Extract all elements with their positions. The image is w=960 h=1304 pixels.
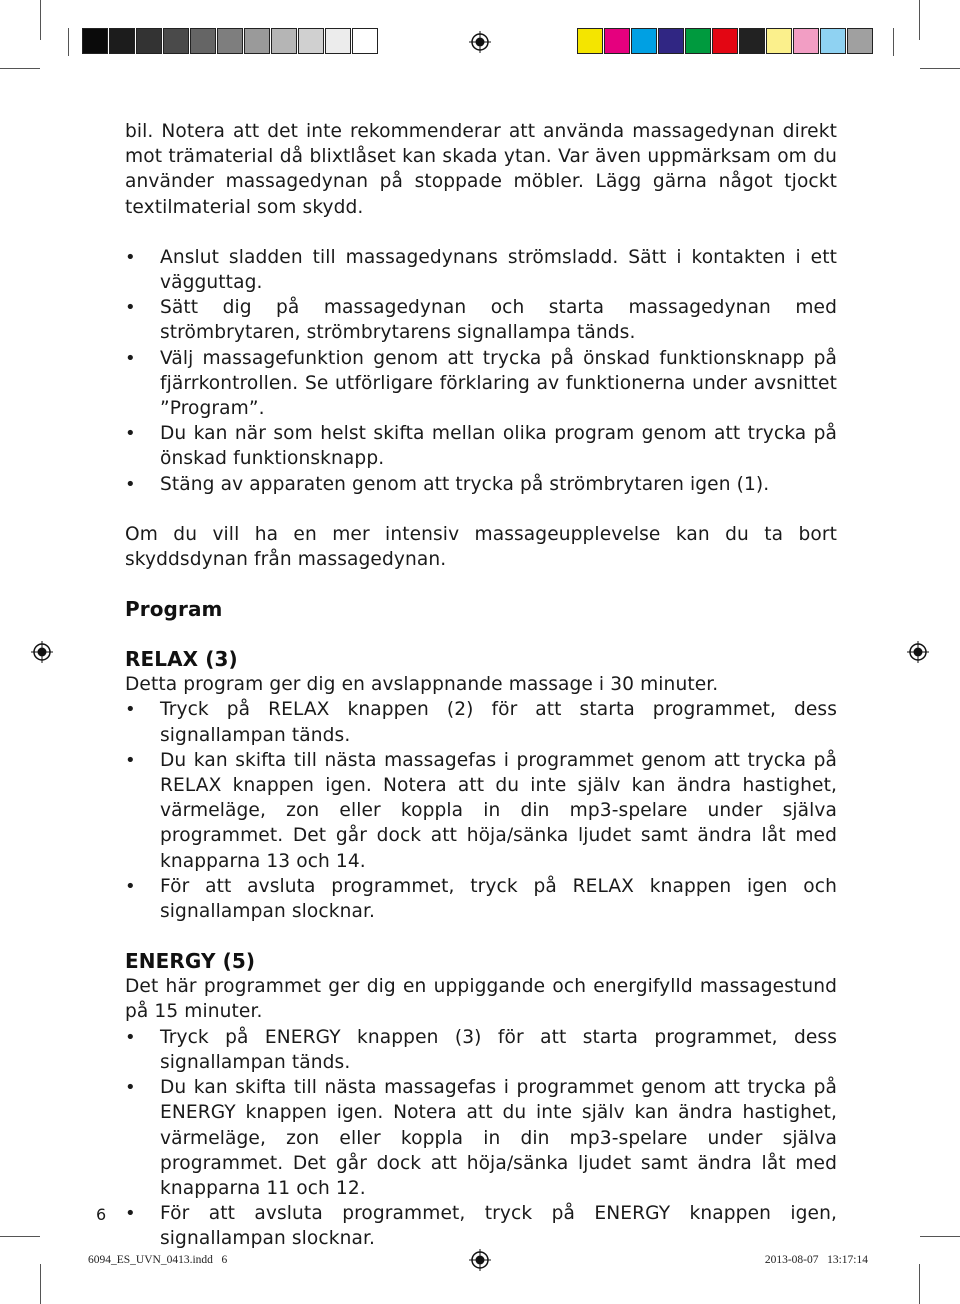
- crop-mark: [68, 28, 69, 56]
- relax-heading: RELAX (3): [125, 647, 238, 672]
- crop-mark: [919, 0, 920, 40]
- color-swatch: [793, 28, 819, 54]
- color-swatch: [658, 28, 684, 54]
- color-calibration-bar: [577, 28, 874, 54]
- relax-list: [125, 697, 837, 924]
- list-item: • Tryck på ENERGY knappen (3) för att starta programmet, dess signallampan tänds.: [125, 1025, 837, 1075]
- registration-mark-icon: [907, 641, 929, 663]
- list-item: • Du kan skifta till nästa massagefas i programmet genom att trycka på RELAX knappen igen. Notera att du inte själv kan ändra hastighet, värmeläge, zon eller koppla in din mp3-spelare under själva programmet. Det går dock att höja/sänka ljudet samt ändra låt med knapparna 13 och 14.: [125, 748, 837, 874]
- color-swatch: [217, 28, 243, 54]
- steps-list: [125, 245, 837, 497]
- color-swatch: [847, 28, 873, 54]
- grayscale-calibration-bar: [82, 28, 379, 54]
- list-item: • Välj massagefunktion genom att trycka på önskad funktionsknapp på fjärrkontrollen. Se utförligare förklaring av funktionerna under avsnittet ”Program”.: [125, 346, 837, 422]
- color-swatch: [739, 28, 765, 54]
- color-swatch: [325, 28, 351, 54]
- energy-heading: ENERGY (5): [125, 949, 256, 974]
- crop-mark: [0, 1236, 40, 1237]
- list-item: • Du kan skifta till nästa massagefas i programmet genom att trycka på ENERGY knappen igen. Notera att du inte själv kan ändra hastighet, värmeläge, zon eller koppla in din mp3-spelare under själva programmet. Det går dock att höja/sänka ljudet samt ändra låt med knapparna 11 och 12.: [125, 1075, 837, 1201]
- color-swatch: [298, 28, 324, 54]
- color-swatch: [271, 28, 297, 54]
- crop-mark: [920, 68, 960, 69]
- page-content: [125, 119, 837, 1252]
- crop-mark: [40, 1264, 41, 1304]
- list-item: • För att avsluta programmet, tryck på ENERGY knappen igen, signallampan slocknar.: [125, 1201, 837, 1251]
- list-item: • För att avsluta programmet, tryck på RELAX knappen igen och signallampan slocknar.: [125, 874, 837, 924]
- footer-timestamp: 2013-08-07 13:17:14: [764, 1254, 868, 1266]
- page-number: 6: [96, 1205, 107, 1224]
- color-swatch: [766, 28, 792, 54]
- relax-description: Detta program ger dig en avslappnande massage i 30 minuter.: [125, 674, 719, 696]
- energy-description: Det här programmet ger dig en uppiggande och energifylld massagestund på 15 minuter.: [125, 976, 837, 1023]
- color-swatch: [685, 28, 711, 54]
- color-swatch: [577, 28, 603, 54]
- color-swatch: [244, 28, 270, 54]
- intensity-note: Om du vill ha en mer intensiv massageupplevelse kan du ta bort skyddsdynan från massagedynan.: [125, 523, 837, 571]
- footer-file-name: 6094_ES_UVN_0413.indd 6: [88, 1254, 228, 1266]
- color-swatch: [82, 28, 108, 54]
- color-swatch: [109, 28, 135, 54]
- crop-mark: [0, 68, 40, 69]
- intro-paragraph: bil. Notera att det inte rekommenderar att använda massagedynan direkt mot trämaterial då blixtlåset kan skada ytan. Var även uppmärksam om du använder massagedynan på stoppade möbler. Lägg gärna något tjockt textilmaterial som skydd.: [125, 121, 837, 218]
- color-swatch: [190, 28, 216, 54]
- crop-mark: [919, 1264, 920, 1304]
- color-swatch: [163, 28, 189, 54]
- crop-mark: [40, 0, 41, 40]
- list-item: • Sätt dig på massagedynan och starta massagedynan med strömbrytaren, strömbrytarens signallampa tänds.: [125, 295, 837, 345]
- list-item: • Tryck på RELAX knappen (2) för att starta programmet, dess signallampan tänds.: [125, 697, 837, 747]
- color-swatch: [136, 28, 162, 54]
- crop-mark: [893, 28, 894, 56]
- list-item: • Du kan när som helst skifta mellan olika program genom att trycka på önskad funktionsknapp.: [125, 421, 837, 471]
- registration-mark-icon: [469, 1249, 491, 1271]
- registration-mark-icon: [469, 31, 491, 53]
- energy-list: [125, 1025, 837, 1252]
- list-item: • Stäng av apparaten genom att trycka på strömbrytaren igen (1).: [125, 472, 837, 497]
- registration-mark-icon: [31, 641, 53, 663]
- color-swatch: [604, 28, 630, 54]
- program-heading: Program: [125, 597, 223, 622]
- list-item: • Anslut sladden till massagedynans strömsladd. Sätt i kontakten i ett vägguttag.: [125, 245, 837, 295]
- color-swatch: [352, 28, 378, 54]
- color-swatch: [820, 28, 846, 54]
- crop-mark: [920, 1236, 960, 1237]
- color-swatch: [712, 28, 738, 54]
- color-swatch: [631, 28, 657, 54]
